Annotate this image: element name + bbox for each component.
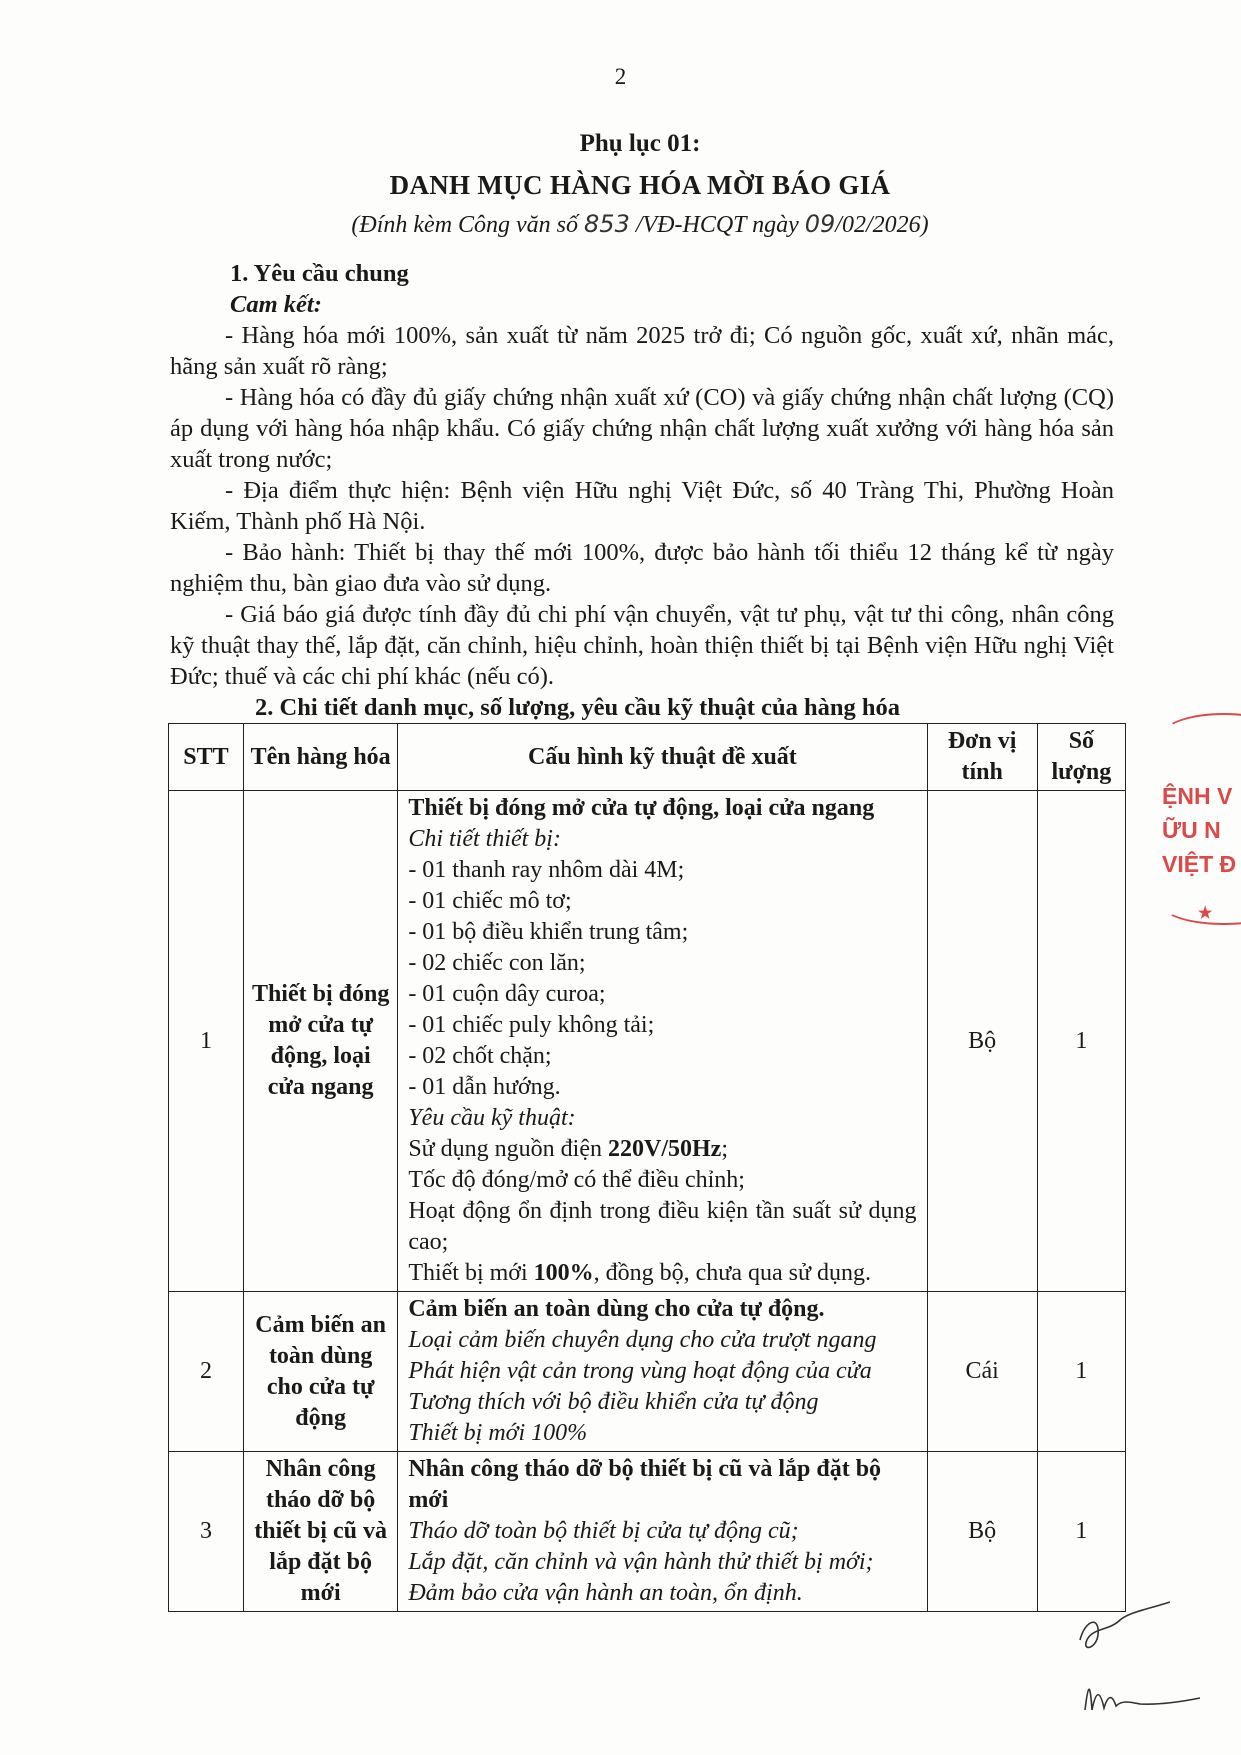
detail-line: - 01 cuộn dây curoa; (408, 981, 606, 1007)
spec-line: Tương thích với bộ điều khiển cửa tự động (408, 1389, 819, 1415)
goods-table (168, 723, 1126, 1612)
col-spec: Cấu hình kỹ thuật đề xuất (398, 724, 927, 791)
signature-stroke (1080, 1602, 1170, 1647)
detail-line: - 01 chiếc puly không tải; (408, 1012, 655, 1038)
col-name: Tên hàng hóa (243, 724, 397, 791)
annex-label: Phụ lục 01: (579, 130, 701, 157)
new-prefix: Thiết bị mới (408, 1260, 534, 1286)
detail-line: - 01 thanh ray nhôm dài 4M; (408, 857, 685, 883)
requirement-paragraph: - Địa điểm thực hiện: Bệnh viện Hữu nghị Việt Đức, số 40 Tràng Thi, Phường Hoàn Kiếm, Thành phố Hà Nội. (170, 477, 1114, 535)
requirement-speed: Tốc độ đóng/mở có thể điều chỉnh; (408, 1167, 745, 1193)
table-row (169, 1292, 1126, 1452)
requirement-paragraph: - Hàng hóa mới 100%, sản xuất từ năm 2025 trở đi; Có nguồn gốc, xuất xứ, nhãn mác, hãng sản xuất rõ ràng; (170, 322, 1114, 380)
spec-title: Thiết bị đóng mở cửa tự động, loại cửa ngang (408, 795, 875, 821)
requirement-paragraph: - Giá báo giá được tính đầy đủ chi phí vận chuyển, vật tư phụ, vật tư thi công, nhân công kỹ thuật thay thế, lắp đặt, căn chỉnh, hiệu chỉnh, hoàn thiện thiết bị tại Bệnh viện Hữu nghị Việt Đức; thuế và các chi phí khác (nếu có). (170, 601, 1114, 690)
page-number: 2 (614, 64, 627, 89)
handwritten-signature (1060, 1590, 1210, 1740)
new-value: 100% (533, 1260, 594, 1286)
attach-suffix: /02/2026) (835, 212, 929, 238)
requirement-stable: Hoạt động ổn định trong điều kiện tần suất sử dụng cao; (408, 1198, 917, 1255)
col-qty: Số lượng (1037, 724, 1125, 791)
cell-stt: 3 (169, 1452, 244, 1612)
red-seal-stamp (1150, 705, 1241, 935)
requirement-label: Yêu cầu kỹ thuật: (408, 1105, 576, 1131)
spec-line: Loại cảm biến chuyên dụng cho cửa trượt ngang (408, 1327, 877, 1353)
cell-unit: Bộ (927, 791, 1037, 1292)
detail-line: - 01 chiếc mô tơ; (408, 888, 572, 914)
new-suffix: , đồng bộ, chưa qua sử dụng. (593, 1260, 871, 1286)
cell-stt: 2 (169, 1292, 244, 1452)
detail-label: Chi tiết thiết bị: (408, 826, 561, 852)
section2-heading: 2. Chi tiết danh mục, số lượng, yêu cầu kỹ thuật của hàng hóa (255, 694, 900, 721)
handwritten-doc-number: 853 (584, 210, 630, 238)
attach-middle: /VĐ-HCQT ngày (629, 212, 805, 238)
spec-line: Tháo dỡ toàn bộ thiết bị cửa tự động cũ; (408, 1518, 799, 1544)
cell-name: Thiết bị đóng mở cửa tự động, loại cửa ngang (243, 791, 397, 1292)
attachment-note (0, 210, 1241, 239)
cell-name: Cảm biến an toàn dùng cho cửa tự động (243, 1292, 397, 1452)
cell-spec (398, 1452, 927, 1612)
spec-title: Nhân công tháo dỡ bộ thiết bị cũ và lắp đặt bộ mới (408, 1456, 882, 1513)
commit-label: Cam kết: (230, 291, 322, 318)
detail-line: - 01 dẫn hướng. (408, 1074, 561, 1100)
requirement-power (408, 1134, 916, 1165)
table-row (169, 1452, 1126, 1612)
spec-line: Phát hiện vật cản trong vùng hoạt động của cửa (408, 1358, 872, 1384)
signature-stroke (1085, 1689, 1200, 1710)
table-row (169, 791, 1126, 1292)
power-prefix: Sử dụng nguồn điện (408, 1136, 608, 1162)
general-requirements (170, 258, 1114, 723)
spec-title: Cảm biến an toàn dùng cho cửa tự động. (408, 1296, 825, 1322)
detail-line: - 02 chiếc con lăn; (408, 950, 586, 976)
section1-heading: 1. Yêu cầu chung (230, 260, 409, 287)
page-title: DANH MỤC HÀNG HÓA MỜI BÁO GIÁ (389, 170, 891, 200)
cell-qty: 1 (1037, 1292, 1125, 1452)
handwritten-doc-day: 09 (804, 210, 836, 238)
spec-line: Lắp đặt, căn chỉnh và vận hành thử thiết bị mới; (408, 1549, 874, 1575)
detail-line: - 01 bộ điều khiển trung tâm; (408, 919, 689, 945)
stamp-text: VIỆT Đ (1162, 851, 1237, 877)
requirement-paragraph: - Bảo hành: Thiết bị thay thế mới 100%, được bảo hành tối thiểu 12 tháng kể từ ngày nghiệm thu, bàn giao đưa vào sử dụng. (170, 539, 1114, 597)
attach-prefix: (Đính kèm Công văn số (351, 212, 585, 238)
power-suffix: ; (721, 1136, 728, 1162)
cell-unit: Bộ (927, 1452, 1037, 1612)
col-stt: STT (169, 724, 244, 791)
cell-unit: Cái (927, 1292, 1037, 1452)
cell-stt: 1 (169, 791, 244, 1292)
col-unit: Đơn vị tính (927, 724, 1037, 791)
cell-qty: 1 (1037, 791, 1125, 1292)
spec-line: Thiết bị mới 100% (408, 1420, 588, 1446)
stamp-text: ỮU N (1162, 817, 1221, 843)
stamp-star-icon: ★ (1198, 905, 1213, 922)
cell-spec (398, 1292, 927, 1452)
stamp-text: ỆNH V (1162, 783, 1233, 809)
power-value: 220V/50Hz (608, 1136, 722, 1162)
detail-line: - 02 chốt chặn; (408, 1043, 552, 1069)
cell-qty: 1 (1037, 1452, 1125, 1612)
cell-spec (398, 791, 927, 1292)
cell-name: Nhân công tháo dỡ bộ thiết bị cũ và lắp đặt bộ mới (243, 1452, 397, 1612)
requirement-new (408, 1258, 916, 1289)
requirement-paragraph: - Hàng hóa có đầy đủ giấy chứng nhận xuất xứ (CO) và giấy chứng nhận chất lượng (CQ) áp dụng với hàng hóa nhập khẩu. Có giấy chứng nhận chất lượng xuất xưởng với hàng hóa sản xuất trong nước; (170, 384, 1114, 473)
stamp-arc-top (1162, 713, 1241, 757)
table-header-row (169, 724, 1126, 791)
spec-line: Đảm bảo cửa vận hành an toàn, ổn định. (408, 1580, 803, 1606)
